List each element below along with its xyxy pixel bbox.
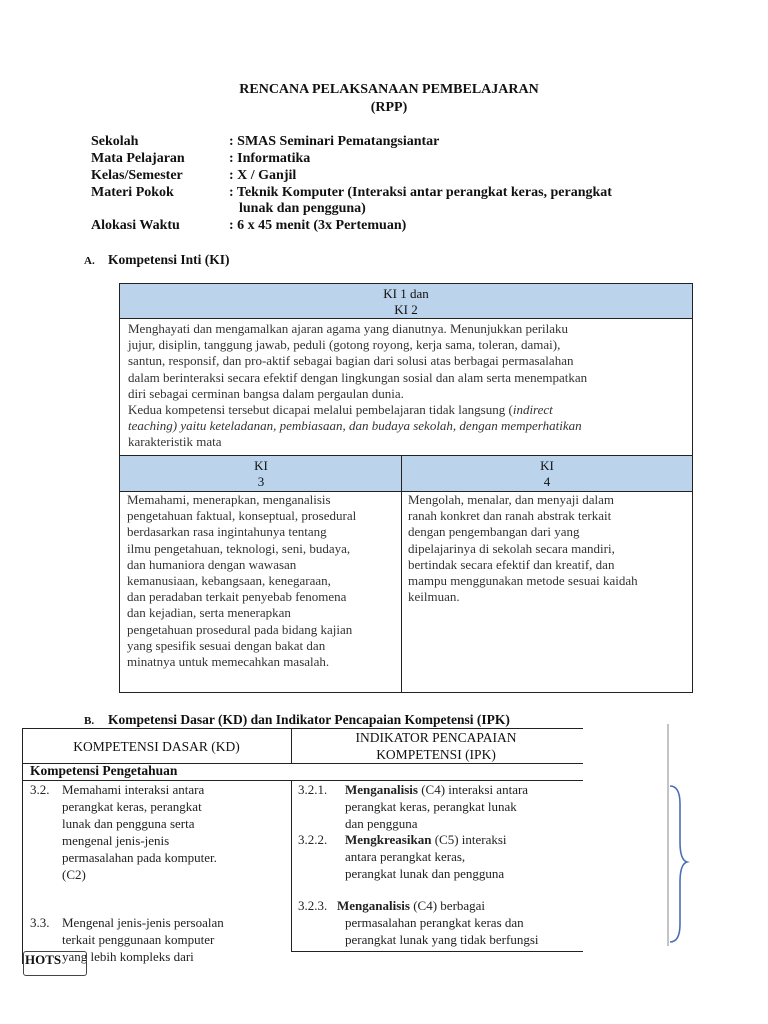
ki3-line: ilmu pengetahuan, teknologi, seni, budaya, — [127, 540, 351, 556]
alokasi-label: Alokasi Waktu — [91, 218, 180, 233]
hots-label-box: HOTS — [23, 951, 87, 976]
ki4-header-line2: 4 — [543, 474, 551, 489]
ki4-header — [402, 455, 692, 492]
ipk321-text — [345, 781, 528, 832]
ki4-line: ranah konkret dan ranah abstrak terkait — [408, 508, 612, 524]
kd33-line: Mengenal jenis-jenis persoalan — [62, 915, 224, 930]
sekolah-label: Sekolah — [91, 134, 139, 149]
ki12-body — [128, 321, 686, 451]
kd32-line: Memahami interaksi antara — [62, 782, 205, 797]
ipk322-line: perangkat lunak dan pengguna — [345, 866, 505, 881]
kd-table-left-border — [22, 728, 23, 964]
kd32-number: 3.2. — [30, 782, 50, 797]
section-b-letter: B. — [84, 715, 95, 727]
kd-table-mid-border — [291, 780, 292, 951]
section-b-heading — [84, 712, 510, 728]
ki3-line: pengetahuan prosedural pada bidang kajian — [127, 621, 353, 637]
ki3-header — [120, 455, 402, 492]
ipk323-number: 3.2.3. — [298, 898, 328, 913]
ipk-header-line2: KOMPETENSI (IPK) — [376, 747, 496, 762]
ki3-body — [127, 492, 395, 670]
mapel-label: Mata Pelajaran — [91, 151, 185, 166]
ipk321-line: dan pengguna — [345, 816, 418, 831]
ki12-header-line1: KI 1 dan — [383, 286, 429, 301]
section-a-heading — [84, 252, 230, 268]
ki12-line: dalam berinteraksi secara efektif dengan lingkungan sosial dan alam serta menempatkan — [128, 369, 588, 385]
ki3-header-line1: KI — [254, 458, 268, 473]
ipk323-line: Menganalisis (C4) berbagai — [337, 898, 486, 913]
ipk322-line: antara perangkat keras, — [345, 849, 466, 864]
materi-value: : Teknik Komputer (Interaksi antar perangkat keras, perangkat — [229, 185, 612, 200]
ki3-line: pengetahuan faktual, konseptual, prosedural — [127, 508, 357, 524]
ki3-line: Memahami, menerapkan, menganalisis — [127, 492, 331, 507]
ki12-line: diri sebagai cerminan bangsa dalam pergaulan dunia. — [128, 385, 404, 401]
ki3-line: dan peradaban terkait penyebab fenomena — [127, 589, 347, 605]
ki3-line: dan humaniora dengan wawasan — [127, 556, 297, 572]
ki3-line: yang spesifik sesuai dengan bakat dan — [127, 637, 326, 653]
kelas-value: : X / Ganjil — [229, 168, 297, 183]
ki12-line: karakteristik mata — [128, 434, 222, 450]
section-a-letter: A. — [84, 255, 95, 267]
ki12-line: santun, responsif, dan pro-aktif sebagai bagian dari solusi atas berbagai permasalahan — [128, 353, 574, 369]
ki12-header — [120, 284, 692, 319]
ki4-line: dipelajarinya di sekolah secara mandiri, — [408, 540, 615, 556]
ipk323-text — [337, 897, 539, 948]
document-title: RENCANA PELAKSANAAN PEMBELAJARAN — [239, 82, 539, 97]
ki4-line: dengan pengembangan dari yang — [408, 524, 580, 540]
sekolah-value: : SMAS Seminari Pematangsiantar — [229, 134, 440, 149]
ki4-line: mampu menggunakan metode sesuai kaidah — [408, 573, 638, 589]
document-subtitle: (RPP) — [370, 100, 408, 115]
teaching-italic: teaching) yaitu keteladanan, pembiasaan, dan budaya sekolah, dengan memperhatikan — [128, 418, 582, 434]
materi-label: Materi Pokok — [91, 185, 174, 200]
ki12-line: Menghayati dan mengamalkan ajaran agama yang dianutnya. Menunjukkan perilaku — [128, 321, 569, 336]
ki3-line: minatnya untuk memecahkan masalah. — [127, 654, 330, 670]
ipk322-number: 3.2.2. — [298, 832, 328, 847]
ki12-header-line2: KI 2 — [394, 302, 418, 317]
ki12-line — [128, 418, 686, 434]
ki4-line: Mengolah, menalar, dan menyaji dalam — [408, 492, 614, 507]
ki3-line: dan kejadian, serta menerapkan — [127, 605, 291, 621]
ki4-line: bertindak secara efektif dan kreatif, dan — [408, 556, 615, 572]
kd32-line: lunak dan pengguna serta — [62, 816, 195, 831]
alokasi-value: : 6 x 45 menit (3x Pertemuan) — [229, 218, 407, 233]
kelas-label: Kelas/Semester — [91, 168, 183, 183]
ki3-header-line2: 3 — [257, 474, 265, 489]
ipk322-verb: Mengkreasikan — [345, 832, 432, 847]
ipk323-line: perangkat lunak yang tidak berfungsi — [345, 932, 539, 947]
ipk-header-line1: INDIKATOR PENCAPAIAN — [355, 730, 517, 745]
ki12-line: Kedua kompetensi tersebut dicapai melalui pembelajaran tidak langsung (indirect — [128, 402, 553, 418]
kd33-line: yang lebih kompleks dari — [62, 949, 194, 964]
indirect-italic: indirect — [512, 402, 553, 418]
ipk321-line: perangkat keras, perangkat lunak — [345, 799, 517, 814]
kd32-line: mengenal jenis-jenis — [62, 833, 170, 848]
ipk323-line: permasalahan perangkat keras dan — [345, 915, 524, 930]
ki3-line: kemanusiaan, kebangsaan, kenegaraan, — [127, 573, 331, 589]
mapel-value: : Informatika — [229, 151, 311, 166]
kd-header: KOMPETENSI DASAR (KD) — [73, 739, 240, 754]
kd32-text — [62, 781, 217, 883]
kd33-number: 3.3. — [30, 915, 50, 930]
ki12-line: jujur, disiplin, tanggung jawab, peduli (gotong royong, kerja sama, toleran, damai), — [128, 337, 561, 353]
ipk323-verb: Menganalisis — [337, 898, 410, 913]
ki-table — [119, 283, 693, 693]
curly-brace — [670, 786, 687, 942]
ki4-header-line1: KI — [540, 458, 554, 473]
ipk321-line: Menganalisis (C4) interaksi antara — [345, 782, 529, 797]
kompetensi-pengetahuan-label: Kompetensi Pengetahuan — [30, 763, 178, 778]
kd33-line: terkait penggunaan komputer — [62, 932, 215, 947]
ipk321-number: 3.2.1. — [298, 782, 328, 797]
kd-table-bottom-border — [291, 951, 583, 952]
kd32-line: perangkat keras, perangkat — [62, 799, 202, 814]
ki4-body — [408, 492, 686, 605]
ki4-line: keilmuan. — [408, 589, 460, 605]
ki-column-divider — [401, 455, 402, 693]
ipk321-verb: Menganalisis — [345, 782, 418, 797]
ki3-line: berdasarkan rasa ingintahunya tentang — [127, 524, 327, 540]
section-a-title: Kompetensi Inti (KI) — [108, 252, 230, 267]
ipk322-line: Mengkreasikan (C5) interaksi — [345, 832, 507, 847]
kd32-line: permasalahan pada komputer. — [62, 850, 217, 865]
ipk322-text — [345, 831, 507, 882]
section-b-title: Kompetensi Dasar (KD) dan Indikator Pencapaian Kompetensi (IPK) — [108, 712, 510, 727]
kd32-line: (C2) — [62, 867, 86, 882]
materi-value-cont: lunak dan pengguna) — [239, 201, 366, 216]
right-brace-icon — [660, 724, 690, 954]
